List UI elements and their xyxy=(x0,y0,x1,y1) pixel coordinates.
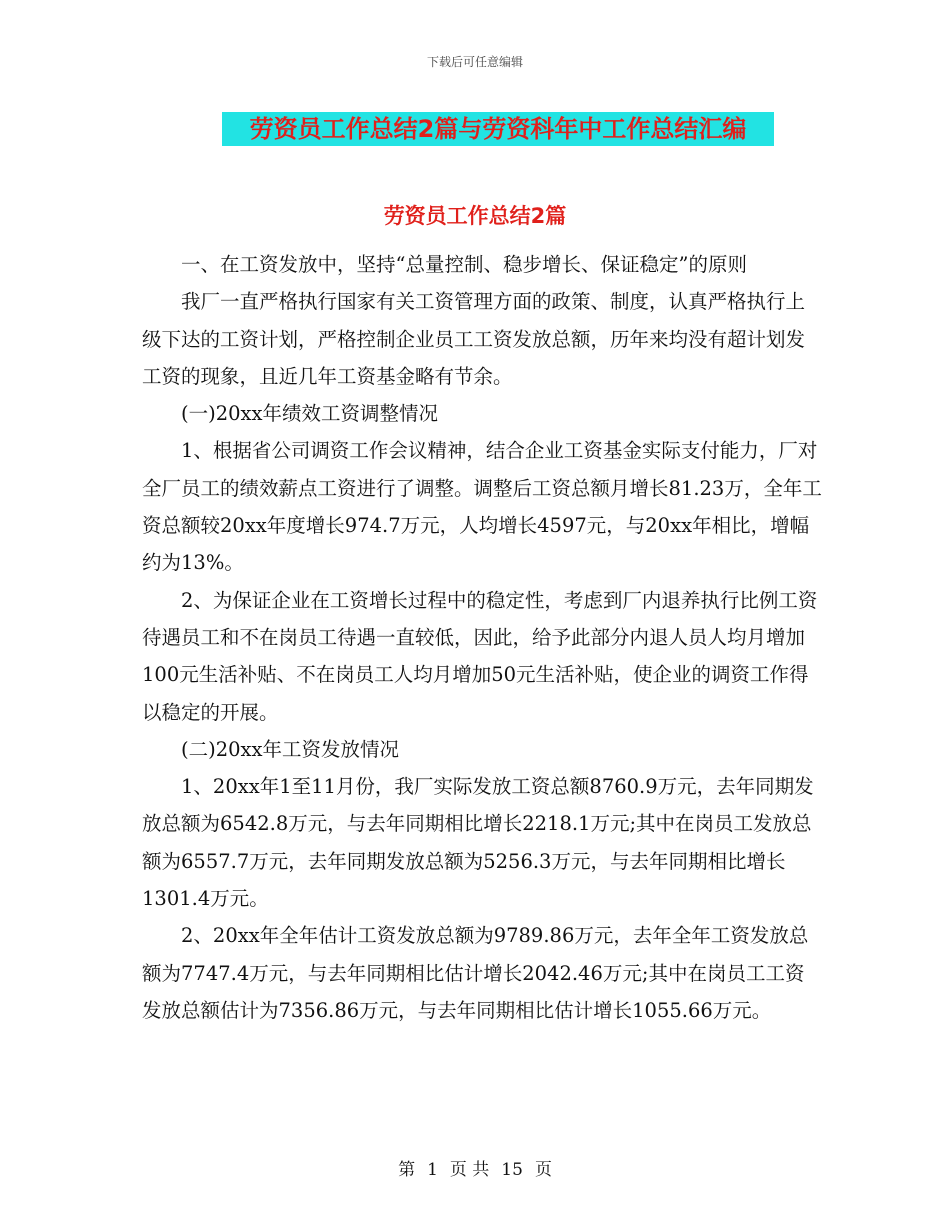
section-title: 劳资员工作总结2篇 xyxy=(383,204,567,228)
paragraph: 2、20xx年全年估计工资发放总额为9789.86万元，去年全年工资发放总额为7747.4万元，与去年同期相比估计增长2042.46万元;其中在岗员工工资发放总额估计为7356.86万元，与去年同期相比估计增长1055.66万元。 xyxy=(142,924,809,1022)
footer-middle: 页 共 xyxy=(449,1160,490,1180)
page-number: 1 xyxy=(427,1160,438,1180)
paragraph: 一、在工资发放中，坚持“总量控制、稳步增长、保证稳定”的原则 xyxy=(181,253,747,276)
paragraph: 我厂一直严格执行国家有关工资管理方面的政策、制度，认真严格执行上级下达的工资计划，严格控制企业员工工资发放总额，历年来均没有超计划发工资的现象，且近几年工资基金略有节余。 xyxy=(142,290,806,388)
header-note: 下载后可任意编辑 xyxy=(426,55,523,69)
paragraph: 1、根据省公司调资工作会议精神，结合企业工资基金实际支付能力，厂对全厂员工的绩效薪点工资进行了调整。调整后工资总额月增长81.23万，全年工资总额较20xx年度增长974.7万元，人均增长4597元，与20xx年相比，增幅约为13%。 xyxy=(142,439,822,575)
paragraph: 2、为保证企业在工资增长过程中的稳定性，考虑到厂内退养执行比例工资待遇员工和不在岗员工待遇一直较低，因此，给予此部分内退人员人均月增加100元生活补贴、不在岗员工人均月增加50元生活补贴，使企业的调资工作得以稳定的开展。 xyxy=(142,588,818,724)
footer-suffix: 页 xyxy=(534,1160,552,1180)
page-footer xyxy=(0,1155,950,1180)
paragraph: (二)20xx年工资发放情况 xyxy=(181,737,400,761)
document-title: 劳资员工作总结2篇与劳资科年中工作总结汇编 xyxy=(222,112,774,146)
total-pages: 15 xyxy=(501,1160,523,1180)
body-text xyxy=(142,246,822,1029)
paragraph: 1、20xx年1至11月份，我厂实际发放工资总额8760.9万元，去年同期发放总额为6542.8万元，与去年同期相比增长2218.1万元;其中在岗员工发放总额为6557.7万元，去年同期发放总额为5256.3万元，与去年同期相比增长1301.4万元。 xyxy=(142,775,814,911)
paragraph: (一)20xx年绩效工资调整情况 xyxy=(181,402,439,426)
footer-prefix: 第 xyxy=(398,1160,416,1180)
